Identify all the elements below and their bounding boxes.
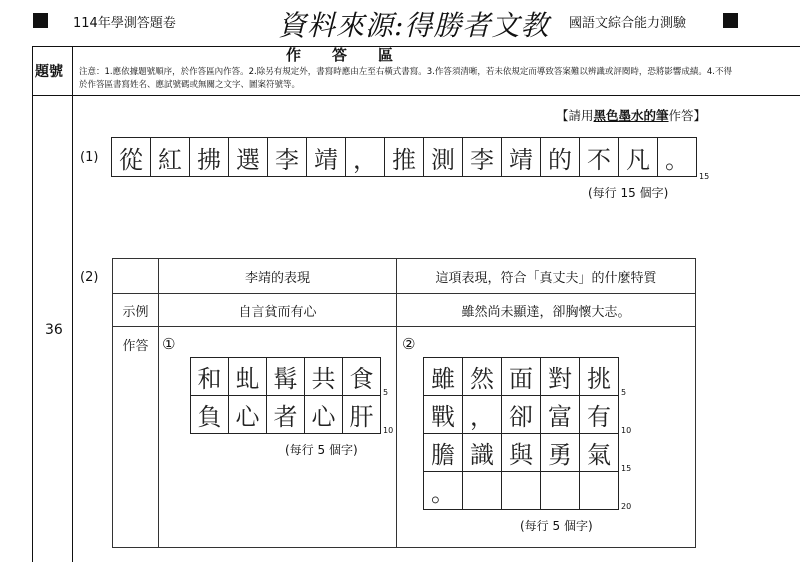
row-count-tick: 15: [621, 464, 632, 473]
answer2-marker: ②: [402, 335, 416, 353]
answer1-marker: ①: [162, 335, 176, 353]
table-corner: [113, 259, 159, 294]
answer-cell[interactable]: [502, 472, 541, 510]
exam-title: 114年學測答題卷: [73, 16, 176, 31]
answer-cell[interactable]: 虬: [229, 358, 267, 396]
answer-cell[interactable]: ，: [463, 396, 502, 434]
row-count-tick: 10: [621, 426, 632, 435]
part1-note: (每行 15 個字): [588, 186, 669, 200]
header-divider: [32, 95, 800, 96]
answer-cell[interactable]: [580, 472, 619, 510]
answer-cell[interactable]: 氣: [580, 434, 619, 472]
answer-cell[interactable]: 對: [541, 358, 580, 396]
answer-cell[interactable]: 。: [658, 138, 697, 177]
part1-answer-grid: [111, 137, 697, 177]
example-col1: 自言貧而有心: [159, 294, 397, 327]
answer-cell[interactable]: 雖: [424, 358, 463, 396]
answer-cell[interactable]: 食: [343, 358, 381, 396]
answer-cell[interactable]: 從: [112, 138, 151, 177]
part1-end-marker: 15: [699, 172, 710, 181]
answer-cell[interactable]: 和: [191, 358, 229, 396]
answer1-grid: [190, 357, 381, 434]
header-square-left: [33, 13, 48, 28]
answer-cell[interactable]: 心: [229, 396, 267, 434]
answer-area-title: 作 答 區: [286, 46, 402, 64]
answer-cell[interactable]: 李: [463, 138, 502, 177]
question-number: 36: [45, 322, 63, 338]
answer-cell[interactable]: 富: [541, 396, 580, 434]
col1-header: 李靖的表現: [159, 259, 397, 294]
answer-cell[interactable]: 然: [463, 358, 502, 396]
answer-cell[interactable]: 面: [502, 358, 541, 396]
source-watermark: 資料來源:得勝者文教: [278, 9, 550, 42]
header-square-right: [723, 13, 738, 28]
answer1-note: (每行 5 個字): [285, 443, 358, 457]
answer-cell[interactable]: 測: [424, 138, 463, 177]
answer2-note: (每行 5 個字): [520, 519, 593, 533]
answer-cell[interactable]: 靖: [307, 138, 346, 177]
label-column-divider: [72, 46, 73, 562]
answer-cell[interactable]: 推: [385, 138, 424, 177]
answer-cell[interactable]: 選: [229, 138, 268, 177]
answer-cell[interactable]: 卻: [502, 396, 541, 434]
answer-cell[interactable]: 負: [191, 396, 229, 434]
answer-cell[interactable]: 識: [463, 434, 502, 472]
col2-header: 這項表現，符合「真丈夫」的什麼特質: [397, 259, 696, 294]
answer-cell[interactable]: 肝: [343, 396, 381, 434]
answer2-grid: [423, 357, 619, 510]
part1-label: (1): [80, 150, 99, 165]
question-number-label: 題號: [35, 64, 63, 80]
answer-cell[interactable]: 挑: [580, 358, 619, 396]
answer-cell[interactable]: [541, 472, 580, 510]
answer-cell[interactable]: [463, 472, 502, 510]
notice-text: 注意：1.應依據題號順序，於作答區內作答。2.除另有規定外，書寫時應由左至右橫式書寫。3.作答須清晰，若未依規定而導致答案難以辨識或評閱時，恐將影響成績。4.不得於作答區書寫姓名、應試號碼或無關之文字、圖案符號等。: [79, 67, 732, 90]
example-label: 示例: [113, 294, 159, 327]
example-col2: 雖然尚未顯達，卻胸懷大志。: [397, 294, 696, 327]
answer-label: 作答: [113, 327, 159, 548]
answer-cell[interactable]: 李: [268, 138, 307, 177]
ink-note: [556, 106, 706, 124]
answer-cell[interactable]: 者: [267, 396, 305, 434]
answer-cell[interactable]: 勇: [541, 434, 580, 472]
row-count-tick: 5: [383, 388, 389, 397]
answer-cell[interactable]: 。: [424, 472, 463, 510]
answer-cell[interactable]: 紅: [151, 138, 190, 177]
answer-cell[interactable]: 與: [502, 434, 541, 472]
answer-cell[interactable]: 膽: [424, 434, 463, 472]
answer-cell[interactable]: 靖: [502, 138, 541, 177]
row-count-tick: 20: [621, 502, 632, 511]
answer-cell[interactable]: 拂: [190, 138, 229, 177]
answer-cell[interactable]: 共: [305, 358, 343, 396]
answer-cell[interactable]: 戰: [424, 396, 463, 434]
row-count-tick: 5: [621, 388, 627, 397]
answer-cell[interactable]: 不: [580, 138, 619, 177]
ink-note-bold: 黑色墨水的筆: [593, 108, 669, 123]
row-count-tick: 10: [383, 426, 394, 435]
answer-cell[interactable]: 髯: [267, 358, 305, 396]
answer-cell[interactable]: 的: [541, 138, 580, 177]
part2-label: (2): [80, 270, 99, 285]
ink-note-prefix: 【請用: [556, 108, 594, 123]
answer-cell[interactable]: 凡: [619, 138, 658, 177]
answer-cell[interactable]: 心: [305, 396, 343, 434]
subject-title: 國語文綜合能力測驗: [569, 16, 687, 31]
answer-cell[interactable]: 有: [580, 396, 619, 434]
ink-note-suffix: 作答】: [668, 108, 707, 123]
answer-cell[interactable]: ，: [346, 138, 385, 177]
